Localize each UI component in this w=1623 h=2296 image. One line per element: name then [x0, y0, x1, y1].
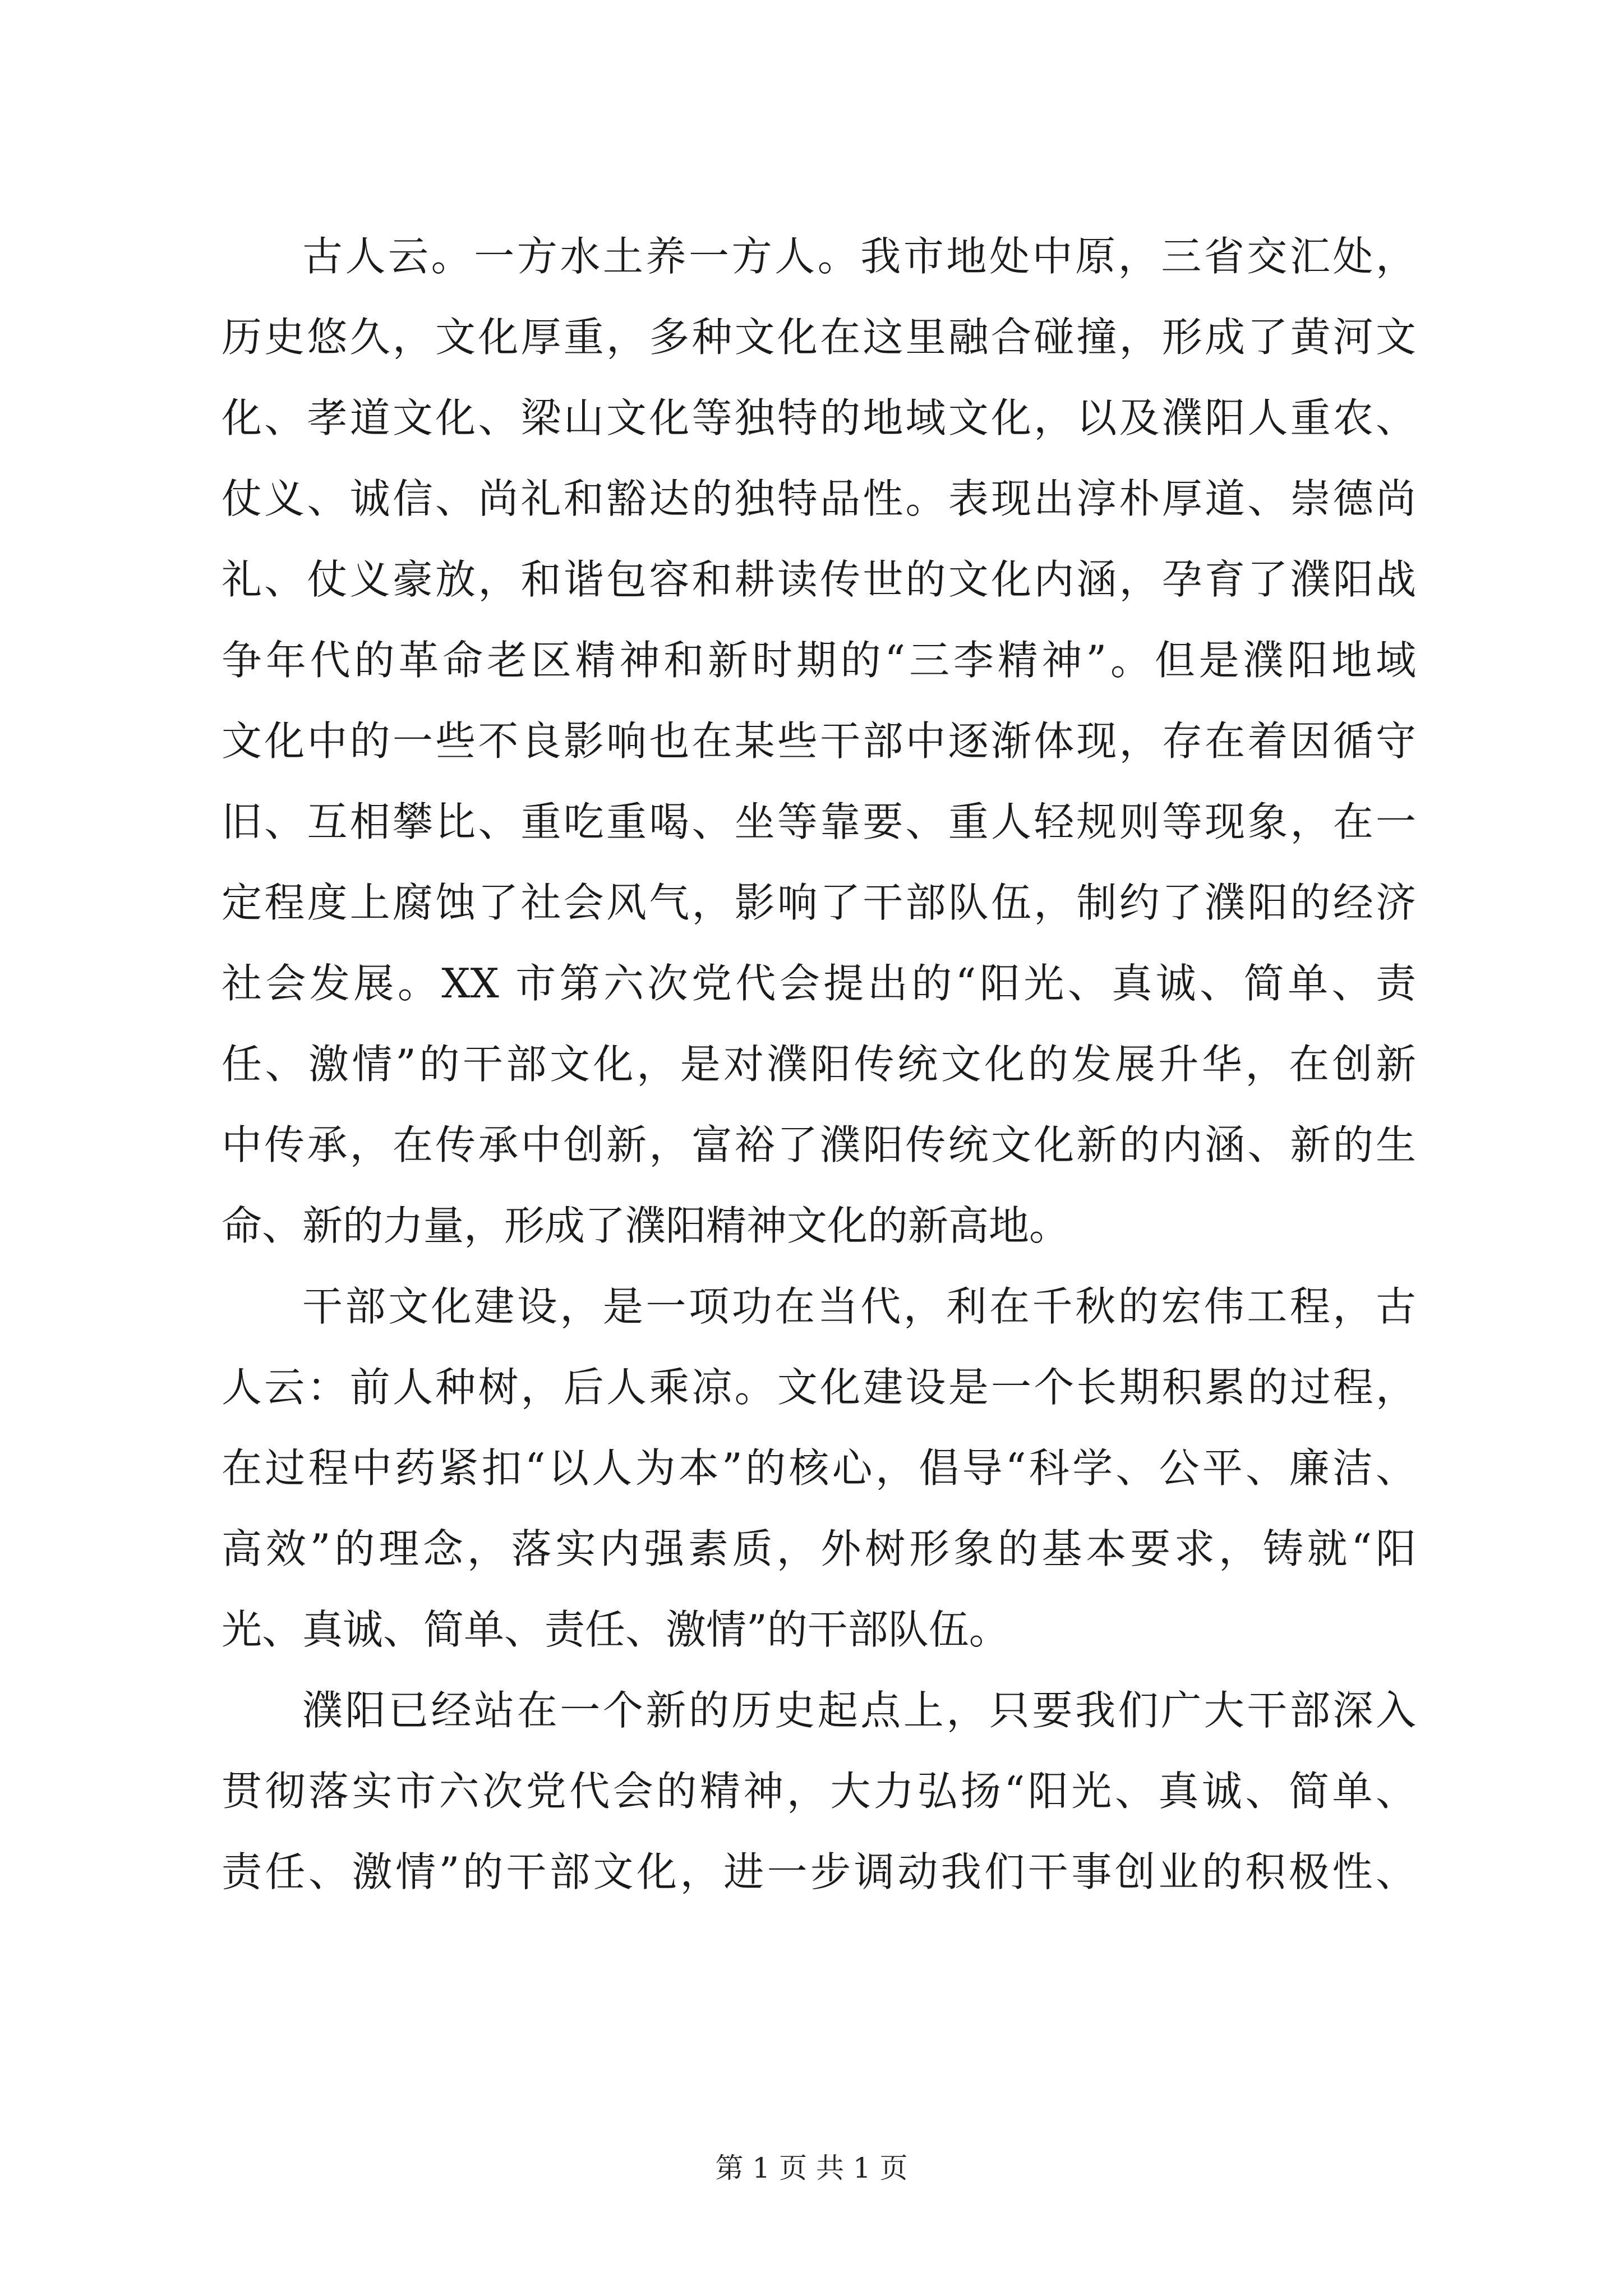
text-line: 任、激情”的干部文化，是对濮阳传统文化的发展升华，在创新 — [222, 1041, 1416, 1088]
text-line: 干部文化建设，是一项功在当代，利在千秋的宏伟工程，古 — [302, 1283, 1416, 1330]
text-line: 高效”的理念，落实内强素质，外树形象的基本要求，铸就“阳 — [222, 1525, 1416, 1572]
text-line: 光、真诚、简单、责任、激情”的干部队伍。 — [222, 1606, 1009, 1653]
document-body — [222, 216, 1416, 1912]
text-line: 濮阳已经站在一个新的历史起点上，只要我们广大干部深入 — [302, 1687, 1416, 1734]
text-line: 古人云。一方水土养一方人。我市地处中原，三省交汇处， — [302, 233, 1416, 280]
text-line: 仗义、诚信、尚礼和豁达的独特品性。表现出淳朴厚道、崇德尚 — [222, 475, 1416, 522]
page-footer — [0, 2151, 1623, 2185]
text-line: 贯彻落实市六次党代会的精神，大力弘扬“阳光、真诚、简单、 — [222, 1768, 1416, 1815]
text-line: 中传承，在传承中创新，富裕了濮阳传统文化新的内涵、新的生 — [222, 1121, 1416, 1168]
text-line: 礼、仗义豪放，和谐包容和耕读传世的文化内涵，孕育了濮阳战 — [222, 556, 1416, 603]
text-line: 在过程中药紧扣“以人为本”的核心，倡导“科学、公平、廉洁、 — [222, 1444, 1416, 1492]
text-line: 社会发展。XX 市第六次党代会提出的“阳光、真诚、简单、责 — [222, 960, 1416, 1007]
text-line: 文化中的一些不良影响也在某些干部中逐渐体现，存在着因循守 — [222, 717, 1416, 765]
text-line: 人云：前人种树，后人乘凉。文化建设是一个长期积累的过程， — [222, 1364, 1416, 1411]
paragraph-3 — [222, 1670, 1416, 1912]
text-line: 旧、互相攀比、重吃重喝、坐等靠要、重人轻规则等现象，在一 — [222, 798, 1416, 845]
text-line: 责任、激情”的干部文化，进一步调动我们干事创业的积极性、 — [222, 1848, 1416, 1895]
text-line: 命、新的力量，形成了濮阳精神文化的新高地。 — [222, 1202, 1070, 1249]
text-line: 历史悠久，文化厚重，多种文化在这里融合碰撞，形成了黄河文 — [222, 314, 1416, 361]
paragraph-1 — [222, 216, 1416, 1266]
text-line: 定程度上腐蚀了社会风气，影响了干部队伍，制约了濮阳的经济 — [222, 879, 1416, 926]
paragraph-2 — [222, 1266, 1416, 1670]
text-line: 化、孝道文化、梁山文化等独特的地域文化，以及濮阳人重农、 — [222, 394, 1416, 441]
text-line: 争年代的革命老区精神和新时期的“三李精神”。但是濮阳地域 — [222, 637, 1416, 684]
page-number-label: 第 1 页 共 1 页 — [715, 2152, 908, 2184]
